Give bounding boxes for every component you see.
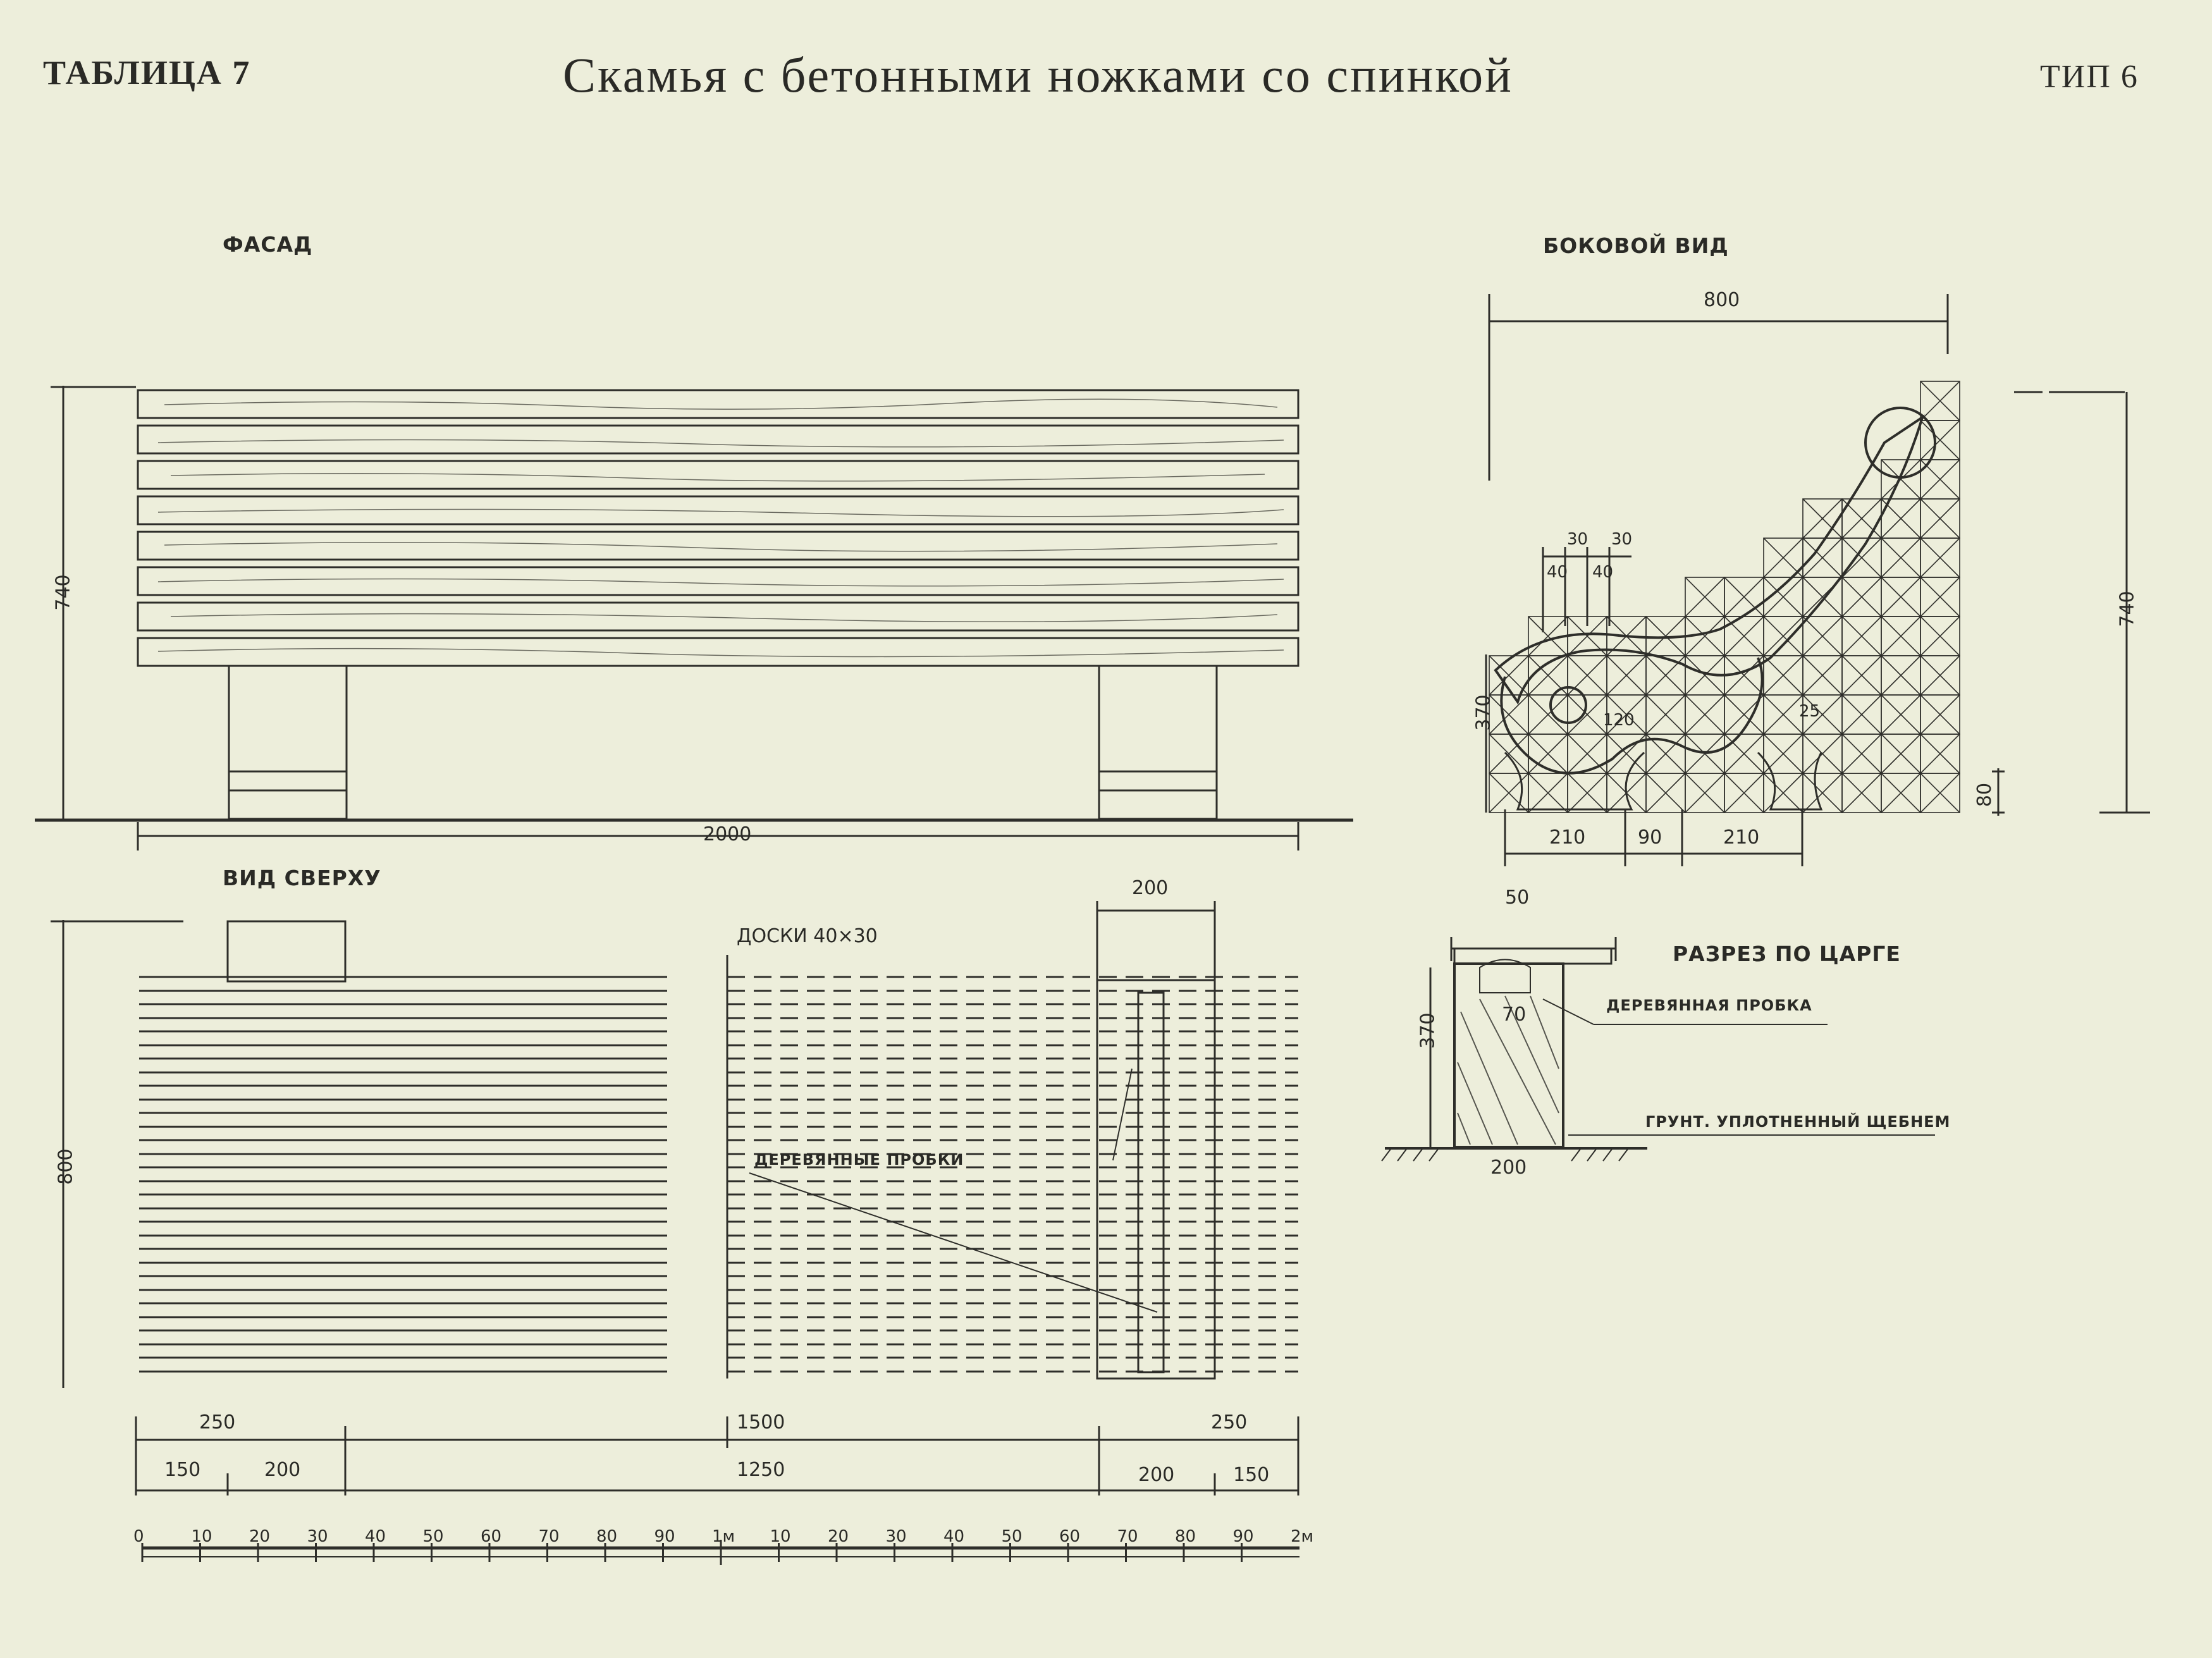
section-width-top-dim: 50 (1505, 887, 1530, 909)
section-plug-note: ДЕРЕВЯННАЯ ПРОБКА (1606, 997, 1812, 1014)
scale-tick-left-7: 70 (538, 1527, 560, 1546)
facade-drawing (35, 386, 1353, 850)
table-label: ТАБЛИЦА 7 (43, 54, 251, 92)
section-ground-note: ГРУНТ. УПЛОТНЕННЫЙ ЩЕБНЕМ (1645, 1113, 1951, 1131)
dim-row2-4: 150 (1233, 1464, 1270, 1486)
side-radius-120: 120 (1603, 711, 1635, 730)
scale-tick-left-3: 30 (307, 1527, 328, 1546)
side-height-dim: 740 (2116, 591, 2139, 627)
facade-title: ФАСАД (223, 232, 313, 257)
scale-tick-right-6: 70 (1117, 1527, 1138, 1546)
side-view-drawing (1486, 294, 2150, 866)
scale-tick-left-6: 60 (481, 1527, 502, 1546)
side-radius-25: 25 (1799, 702, 1821, 721)
side-view-title: БОКОВОЙ ВИД (1543, 233, 1729, 258)
side-base-dim: 80 (1974, 782, 1996, 808)
side-bottom-dim-2: 210 (1723, 826, 1760, 849)
top-board-note: ДОСКИ 40×30 (737, 925, 878, 947)
scale-tick-left-5: 50 (422, 1527, 444, 1546)
dim-row2-3: 200 (1138, 1464, 1175, 1486)
side-mid-small-dim-1: 40 (1592, 563, 1614, 582)
top-depth-dim: 800 (54, 1148, 77, 1185)
side-depth-dim: 800 (1704, 289, 1740, 311)
section-title: РАЗРЕЗ ПО ЦАРГЕ (1673, 942, 1901, 966)
scale-tick-right-8: 90 (1232, 1527, 1254, 1546)
scale-tick-left-9: 90 (654, 1527, 675, 1546)
dim-row1-1: 1500 (737, 1411, 785, 1434)
page-title: Скамья с бетонными ножками со спинкой (563, 47, 1513, 102)
dim-row2-0: 150 (164, 1459, 201, 1481)
scale-tick-right-4: 50 (1001, 1527, 1023, 1546)
scale-tick-left-2: 20 (249, 1527, 271, 1546)
top-view-title: ВИД СВЕРХУ (223, 866, 381, 890)
section-height-dim: 370 (1416, 1012, 1439, 1049)
scale-tick-left-0: 0 (133, 1527, 144, 1546)
side-bottom-dim-1: 90 (1638, 826, 1662, 849)
scale-tick-right-0: 10 (770, 1527, 791, 1546)
section-bottom-dim: 200 (1490, 1157, 1527, 1179)
scale-tick-left-8: 80 (596, 1527, 618, 1546)
side-top-small-dim-0: 30 (1567, 530, 1588, 549)
dim-row2-1: 200 (264, 1459, 301, 1481)
scale-tick-left-4: 40 (365, 1527, 386, 1546)
top-plugs-note: ДЕРЕВЯННЫЕ ПРОБКИ (754, 1151, 964, 1169)
facade-height-dim: 740 (52, 574, 75, 611)
scale-tick-right-2: 30 (885, 1527, 907, 1546)
side-top-small-dim-1: 30 (1611, 530, 1633, 549)
scale-tick-left-1: 10 (191, 1527, 212, 1546)
type-label: ТИП 6 (2040, 59, 2139, 95)
side-bottom-dim-0: 210 (1549, 826, 1586, 849)
dim-row1-0: 250 (199, 1411, 236, 1434)
facade-length-dim: 2000 (703, 823, 752, 845)
top-leg-width-dim: 200 (1132, 877, 1169, 899)
side-seat-height-dim: 370 (1472, 694, 1495, 731)
scale-tick-right-5: 60 (1059, 1527, 1081, 1546)
scale-center-label: 1м (712, 1527, 735, 1546)
scale-tick-right-3: 40 (943, 1527, 965, 1546)
side-mid-small-dim-0: 40 (1547, 563, 1568, 582)
top-view-drawing (51, 901, 1298, 1495)
scale-tick-right-7: 80 (1175, 1527, 1196, 1546)
dim-row2-2: 1250 (737, 1459, 785, 1481)
scale-tick-right-1: 20 (828, 1527, 849, 1546)
dim-row1-2: 250 (1211, 1411, 1248, 1434)
scale-end-label: 2м (1291, 1527, 1314, 1546)
section-inner-dim: 70 (1502, 1004, 1527, 1026)
